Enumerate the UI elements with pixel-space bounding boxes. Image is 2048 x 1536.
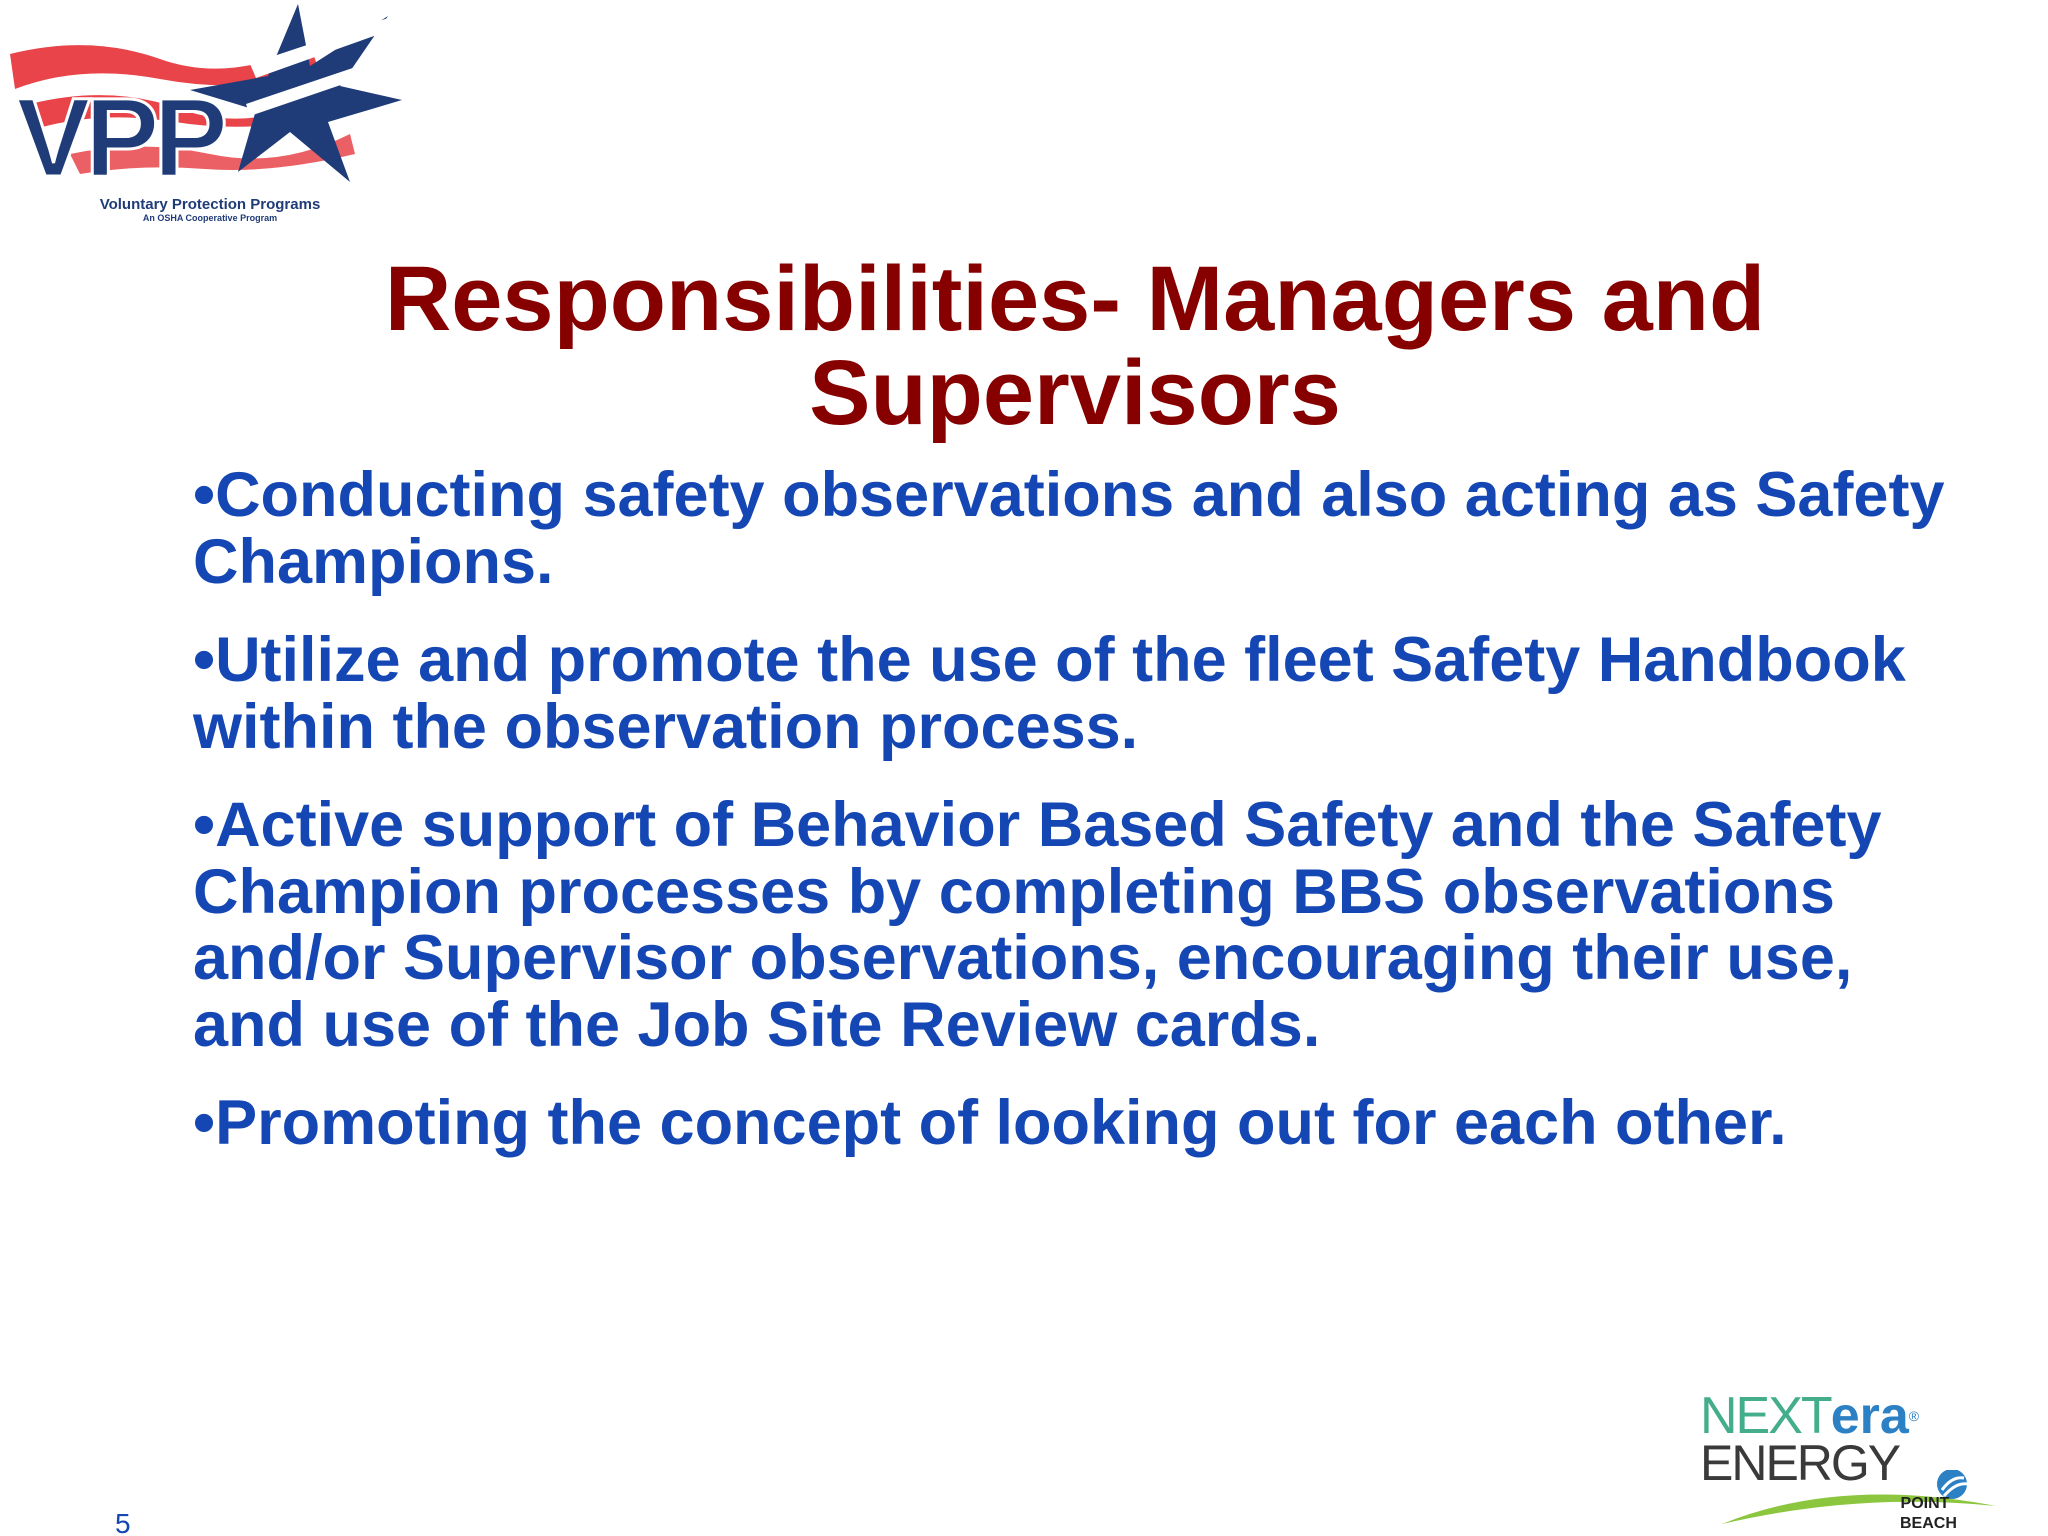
bullet-item [193, 792, 1973, 1058]
registered-mark: ® [1908, 1408, 1920, 1424]
slide-title-line1: Responsibilities- Managers and [384, 248, 1766, 350]
bullet-marker: • [193, 1088, 216, 1158]
bullet-marker: • [193, 460, 216, 530]
site-name [1900, 1494, 1957, 1534]
bullet-item [193, 627, 1973, 760]
bullet-item [193, 462, 1973, 595]
nextera-energy-text: ENERGY [1700, 1435, 1900, 1491]
nextera-energy-logo [1700, 1387, 2000, 1536]
nextera-era-text: era [1830, 1387, 1909, 1445]
bullet-text: Active support of Behavior Based Safety and the Safety Champion processes by completing BBS observations and/or Supervisor observations, encouraging their use, and use of the Job Site Review cards. [193, 790, 1882, 1060]
bullet-text: Promoting the concept of looking out for each other. [215, 1088, 1787, 1158]
bullet-text: Utilize and promote the use of the fleet Safety Handbook within the observation process. [193, 625, 1906, 762]
slide-title-line2: Supervisors [809, 342, 1341, 444]
vpp-caption-line1: Voluntary Protection Programs [99, 196, 321, 213]
svg-text:VPP: VPP [16, 75, 223, 199]
site-name-line1: POINT [1900, 1495, 1950, 1512]
vpp-logo [10, 4, 405, 229]
bullet-text: Conducting safety observations and also acting as Safety Champions. [193, 460, 1945, 597]
vpp-caption-line2: An OSHA Cooperative Program [142, 213, 278, 223]
vpp-star-flag-icon [10, 4, 405, 199]
slide-title [270, 248, 1880, 444]
bullet-item [193, 1090, 1973, 1157]
bullet-marker: • [193, 790, 216, 860]
nextera-next-text: NEXT [1700, 1387, 1831, 1445]
page-number: 5 [115, 1508, 131, 1536]
vpp-caption [10, 197, 410, 223]
bullet-list [193, 462, 1973, 1189]
nextera-swoosh-icon [1720, 1470, 2000, 1530]
bullet-marker: • [193, 625, 216, 695]
site-name-line2: BEACH [1900, 1515, 1957, 1532]
